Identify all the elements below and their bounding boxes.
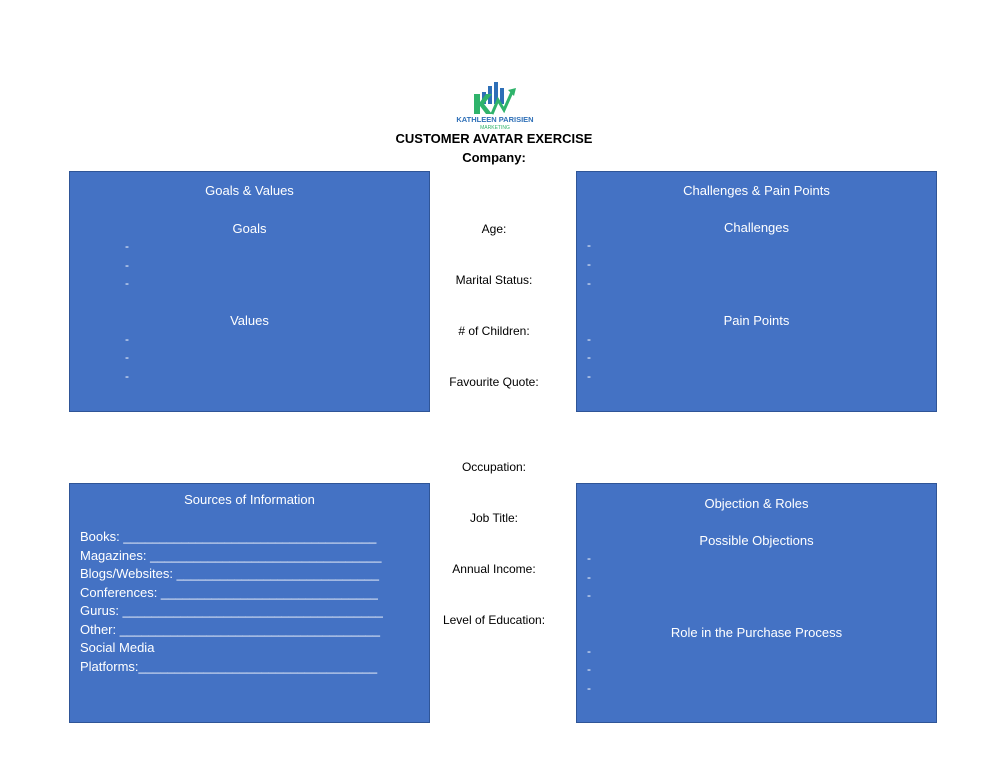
source-magazines: Magazines: ________________________________ xyxy=(80,547,382,563)
marital-status-label: Marital Status: xyxy=(455,273,533,287)
pain-bullet: - xyxy=(587,350,591,364)
value-bullet: - xyxy=(125,369,129,383)
company-label: Company: xyxy=(462,150,526,165)
goal-bullet: - xyxy=(125,258,129,272)
value-bullet: - xyxy=(125,350,129,364)
challenges-panel xyxy=(576,171,937,412)
favourite-quote-label: Favourite Quote: xyxy=(449,375,539,389)
page-title: CUSTOMER AVATAR EXERCISE xyxy=(395,131,593,146)
goal-bullet: - xyxy=(125,239,129,253)
challenge-bullet: - xyxy=(587,238,591,252)
sources-panel xyxy=(69,483,430,723)
logo-text: KATHLEEN PARISIEN xyxy=(456,115,534,124)
role-heading: Role in the Purchase Process xyxy=(670,625,843,640)
objection-bullet: - xyxy=(587,570,591,584)
objections-panel xyxy=(576,483,937,723)
objection-bullet: - xyxy=(587,588,591,602)
panel-title: Goals & Values xyxy=(205,183,294,198)
job-title-label: Job Title: xyxy=(469,511,519,525)
source-conferences: Conferences: ______________________________ xyxy=(80,584,378,600)
objection-bullet: - xyxy=(587,551,591,565)
goals-values-panel xyxy=(69,171,430,412)
objections-heading: Possible Objections xyxy=(699,533,814,548)
value-bullet: - xyxy=(125,332,129,346)
company-logo xyxy=(448,80,542,130)
panel-title: Sources of Information xyxy=(184,492,315,507)
logo-subtext: MARKETING xyxy=(480,125,510,130)
challenge-bullet: - xyxy=(587,257,591,271)
values-heading: Values xyxy=(230,313,269,328)
occupation-label: Occupation: xyxy=(461,460,527,474)
pain-points-heading: Pain Points xyxy=(723,313,790,328)
education-label: Level of Education: xyxy=(442,613,546,627)
pain-bullet: - xyxy=(587,369,591,383)
challenge-bullet: - xyxy=(587,276,591,290)
source-social-media: Social Media xyxy=(80,640,155,655)
source-blogs: Blogs/Websites: ____________________________ xyxy=(80,566,380,581)
role-bullet: - xyxy=(587,644,591,658)
role-bullet: - xyxy=(587,681,591,695)
goal-bullet: - xyxy=(125,276,129,290)
panel-title: Challenges & Pain Points xyxy=(683,183,830,198)
panel-title: Objection & Roles xyxy=(704,496,809,511)
pain-bullet: - xyxy=(587,332,591,346)
goals-heading: Goals xyxy=(232,221,267,236)
source-books: Books: ___________________________________ xyxy=(80,529,377,544)
source-other: Other: ____________________________________ xyxy=(80,621,381,637)
source-platforms: Platforms:_________________________________ xyxy=(80,658,378,674)
source-gurus: Gurus: ____________________________________ xyxy=(80,603,383,618)
role-bullet: - xyxy=(587,662,591,676)
children-label: # of Children: xyxy=(458,324,530,338)
challenges-heading: Challenges xyxy=(723,220,790,235)
annual-income-label: Annual Income: xyxy=(452,562,536,576)
age-label: Age: xyxy=(481,222,507,236)
